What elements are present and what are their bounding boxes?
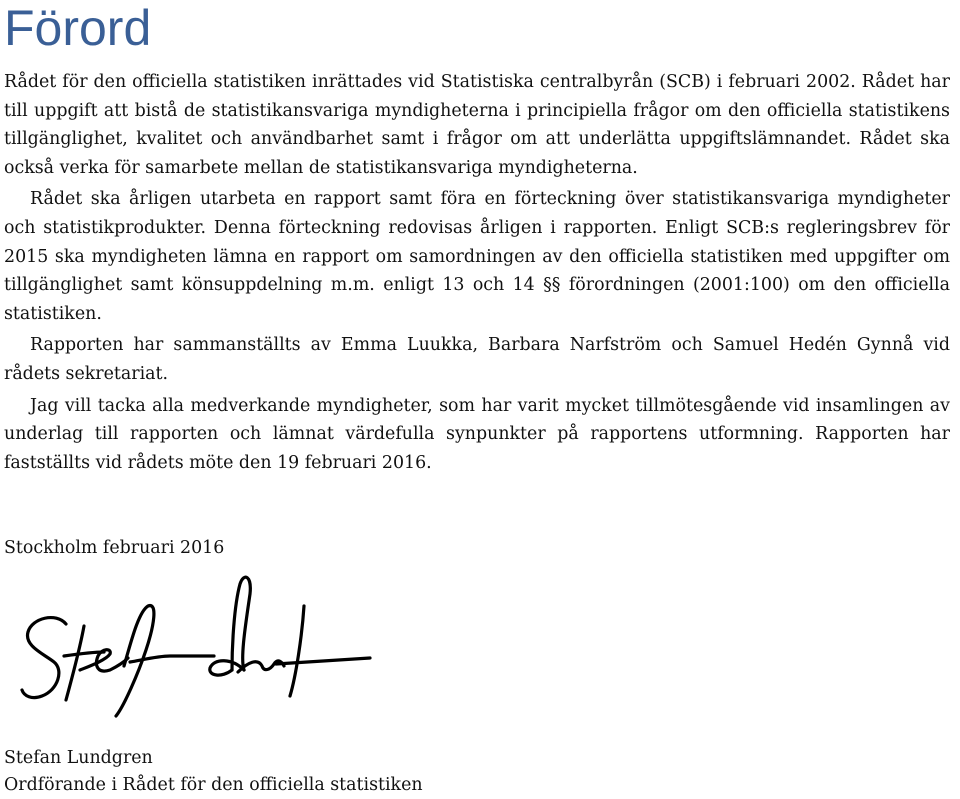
signer-block — [4, 745, 423, 799]
paragraph-2: Rådet ska årligen utarbeta en rapport samt föra en förteckning över statistikansvariga myndigheter och statistikprodukter. Denna förteckning redovisas årligen i rapporten. Enligt SCB:s regleringsbrev för 2015 ska myndigheten lämna en rapport om samordningen av den officiella statistiken med uppgifter om tillgänglighet samt könsuppdelning m.m. enligt 13 och 14 §§ förordningen (2001:100) om den officiella statistiken. — [4, 189, 950, 324]
place-date: Stockholm februari 2016 — [4, 538, 225, 558]
paragraph-1: Rådet för den officiella statistiken inrättades vid Statistiska centralbyrån (SCB) i februari 2002. Rådet har till uppgift att bistå de statistikansvariga myndigheterna i principiella frågor om den officiella statistikens tillgänglighet, kvalitet och användbarhet samt i frågor om att underlätta uppgiftslämnandet. Rådet ska också verka för samarbete mellan de statistikansvariga myndigheterna. — [4, 72, 950, 178]
signature-stroke-l — [232, 577, 250, 670]
paragraph-4: Jag vill tacka alla medverkande myndigheter, som har varit mycket tillmötesgående vid insamlingen av underlag till rapporten och lämnat värdefulla synpunkter på rapportens utformning. Rapporten har fastställts vid rådets möte den 19 februari 2016. — [4, 395, 950, 473]
signature-stroke-t — [66, 626, 84, 700]
signature-stroke-s — [22, 618, 66, 698]
paragraph-3: Rapporten har sammanställts av Emma Luukka, Barbara Narfström och Samuel Hedén Gynnå vid rådets sekretariat. — [4, 335, 950, 384]
handwritten-signature — [18, 566, 378, 734]
body-text — [4, 68, 950, 477]
page-title: Förord — [4, 0, 152, 56]
signature-stroke-final-cross — [276, 658, 370, 664]
signature-stroke-final — [290, 606, 304, 696]
signer-title: Ordförande i Rådet för den officiella statistiken — [4, 775, 423, 795]
signer-name: Stefan Lundgren — [4, 748, 153, 768]
